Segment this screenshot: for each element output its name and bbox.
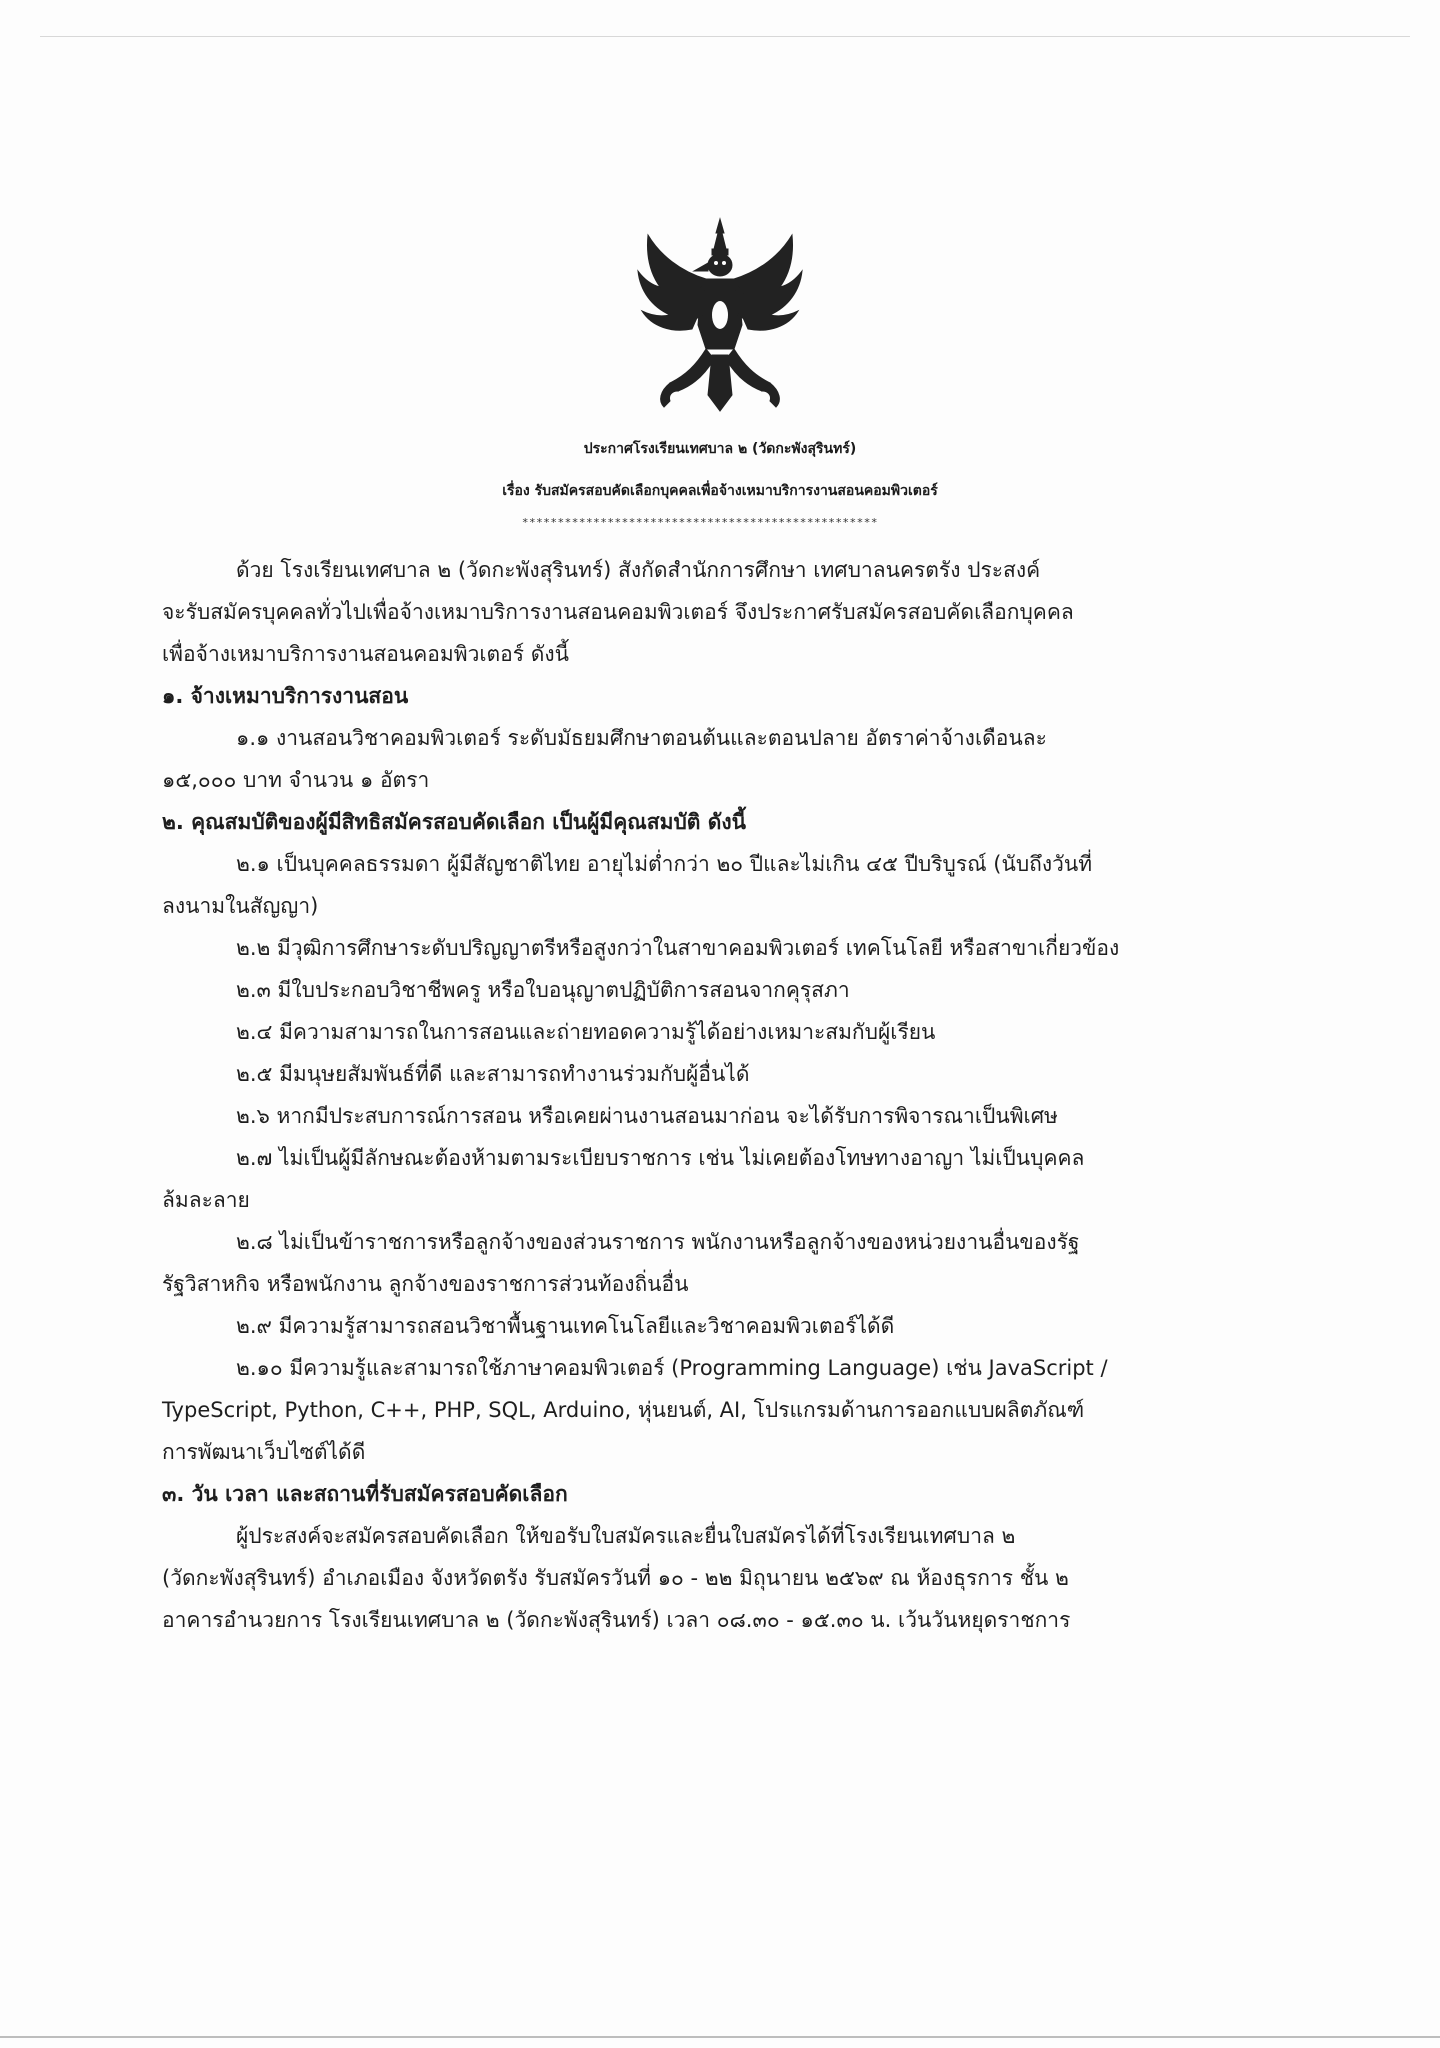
section-2-item: ๒.๕ มีมนุษยสัมพันธ์ที่ดี และสามารถทำงานร่วมกับผู้อื่นได้ [236,1062,750,1086]
section-2-item: ๒.๒ มีวุฒิการศึกษาระดับปริญญาตรีหรือสูงกว่าในสาขาคอมพิวเตอร์ เทคโนโลยี หรือสาขาเกี่ยวข้อง [236,936,1120,960]
section-3-item: (วัดกะพังสุรินทร์) อำเภอเมือง จังหวัดตรัง รับสมัครวันที่ ๑๐ - ๒๒ มิถุนายน ๒๕๖๙ ณ ห้องธุรการ ชั้น ๒ [162,1566,1069,1590]
section-2-item: รัฐวิสาหกิจ หรือพนักงาน ลูกจ้างของราชการส่วนท้องถิ่นอื่น [162,1272,689,1296]
section-2-item: ๒.๗ ไม่เป็นผู้มีลักษณะต้องห้ามตามระเบียบราชการ เช่น ไม่เคยต้องโทษทางอาญา ไม่เป็นบุคคล [236,1146,1085,1170]
section-2-item: ลงนามในสัญญา) [162,894,319,918]
section-2-item: ๒.๑ เป็นบุคคลธรรมดา ผู้มีสัญชาติไทย อายุไม่ต่ำกว่า ๒๐ ปีและไม่เกิน ๔๕ ปีบริบูรณ์ (นับถึงวันที่ [236,852,1093,876]
title-separator: ************************************************** [521,516,879,529]
section-2-item: ล้มละลาย [162,1188,250,1212]
section-3-item: อาคารอำนวยการ โรงเรียนเทศบาล ๒ (วัดกะพังสุรินทร์) เวลา ๐๘.๓๐ - ๑๕.๓๐ น. เว้นวันหยุดราชการ [162,1608,1071,1632]
announcement-title: ประกาศโรงเรียนเทศบาล ๒ (วัดกะพังสุรินทร์) [583,441,857,457]
section-2-item: ๒.๔ มีความสามารถในการสอนและถ่ายทอดความรู้ได้อย่างเหมาะสมกับผู้เรียน [236,1020,936,1044]
scan-edge-top [40,36,1410,37]
section-3-heading: ๓. วัน เวลา และสถานที่รับสมัครสอบคัดเลือก [162,1482,568,1506]
section-2-item: ๒.๖ หากมีประสบการณ์การสอน หรือเคยผ่านงานสอนมาก่อน จะได้รับการพิจารณาเป็นพิเศษ [236,1104,1058,1128]
scan-edge-bottom [0,2036,1440,2038]
announcement-subject: เรื่อง รับสมัครสอบคัดเลือกบุคคลเพื่อจ้างเหมาบริการงานสอนคอมพิวเตอร์ [502,483,938,499]
section-1-item: ๑.๑ งานสอนวิชาคอมพิวเตอร์ ระดับมัธยมศึกษาตอนต้นและตอนปลาย อัตราค่าจ้างเดือนละ [236,726,1047,750]
garuda-emblem-icon [630,215,810,415]
section-2-item: ๒.๘ ไม่เป็นข้าราชการหรือลูกจ้างของส่วนราชการ พนักงานหรือลูกจ้างของหน่วยงานอื่นของรัฐ [236,1230,1080,1254]
section-2-item: ๒.๙ มีความรู้สามารถสอนวิชาพื้นฐานเทคโนโลยีและวิชาคอมพิวเตอร์ได้ดี [236,1314,895,1338]
intro-line: ด้วย โรงเรียนเทศบาล ๒ (วัดกะพังสุรินทร์) สังกัดสำนักการศึกษา เทศบาลนครตรัง ประสงค์ [236,558,1041,582]
intro-line: เพื่อจ้างเหมาบริการงานสอนคอมพิวเตอร์ ดังนี้ [162,642,569,666]
intro-line: จะรับสมัครบุคคลทั่วไปเพื่อจ้างเหมาบริการงานสอนคอมพิวเตอร์ จึงประกาศรับสมัครสอบคัดเลือกบุคคล [162,600,1074,624]
section-3-item: ผู้ประสงค์จะสมัครสอบคัดเลือก ให้ขอรับใบสมัครและยื่นใบสมัครได้ที่โรงเรียนเทศบาล ๒ [236,1524,1016,1548]
section-2-item: การพัฒนาเว็บไซต์ได้ดี [162,1440,366,1464]
section-2-item: TypeScript, Python, C++, PHP, SQL, Arduino, หุ่นยนต์, AI, โปรแกรมด้านการออกแบบผลิตภัณฑ์ [162,1398,1085,1422]
section-2-heading: ๒. คุณสมบัติของผู้มีสิทธิสมัครสอบคัดเลือก เป็นผู้มีคุณสมบัติ ดังนี้ [162,810,746,834]
section-2-item: ๒.๓ มีใบประกอบวิชาชีพครู หรือใบอนุญาตปฏิบัติการสอนจากคุรุสภา [236,978,850,1002]
section-1-item: ๑๕,๐๐๐ บาท จำนวน ๑ อัตรา [162,768,430,792]
section-2-item: ๒.๑๐ มีความรู้และสามารถใช้ภาษาคอมพิวเตอร์ (Programming Language) เช่น JavaScript / [236,1356,1108,1380]
section-1-heading: ๑. จ้างเหมาบริการงานสอน [162,684,409,708]
